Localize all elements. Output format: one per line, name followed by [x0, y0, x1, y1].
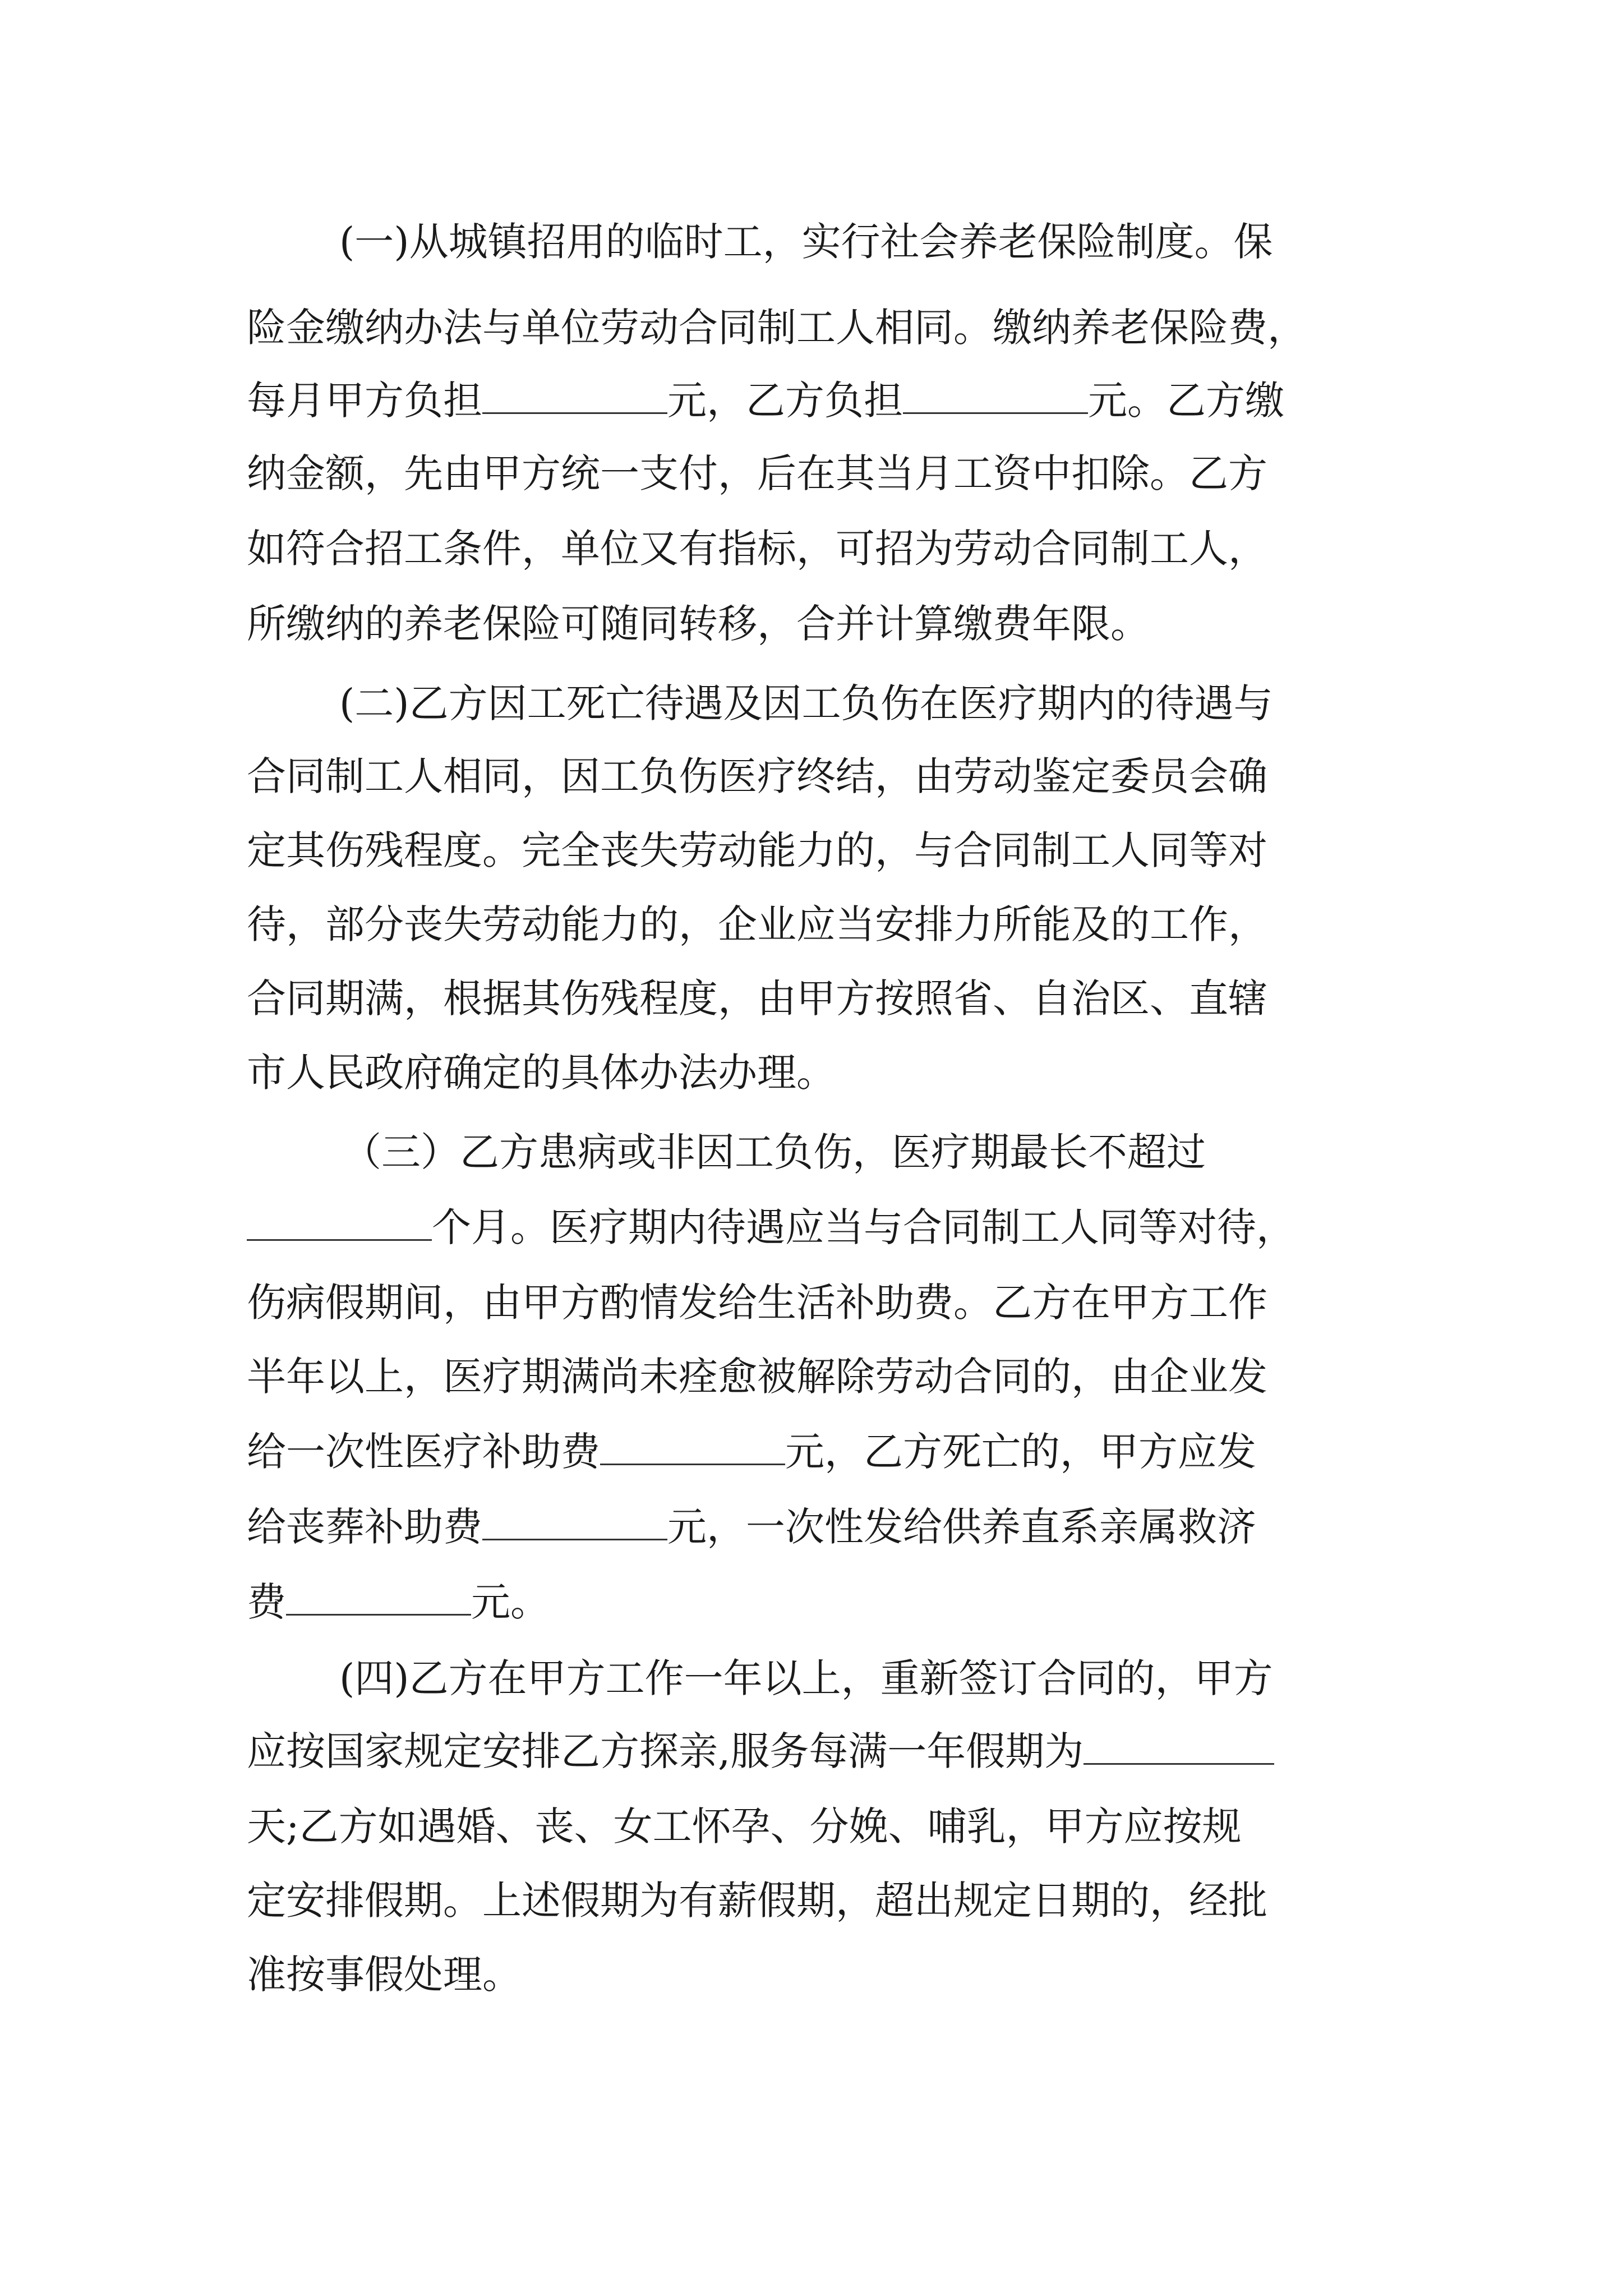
p1-line-3	[247, 375, 1391, 426]
p1-line-2	[247, 302, 1391, 353]
text: (二)乙方因工死亡待遇及因工负伤在医疗期内的待遇与	[339, 680, 1273, 726]
text: 给一次性医疗补助费	[247, 1429, 600, 1475]
text: 险金缴纳办法与单位劳动合同制工人相同。缴纳养老保险费，	[247, 305, 1307, 351]
text: (四)乙方在甲方工作一年以上，重新签订合同的，甲方	[339, 1655, 1273, 1701]
p4-line-5	[247, 1949, 1391, 2000]
p3-line-2	[247, 1202, 1391, 1253]
p2-line-1	[339, 678, 1483, 729]
blank-field[interactable]	[1083, 1728, 1274, 1765]
blank-field[interactable]	[247, 1204, 432, 1241]
blank-field[interactable]	[482, 378, 667, 414]
text: 定安排假期。上述假期为有薪假期，超出规定日期的，经批	[247, 1878, 1267, 1924]
text: 应按国家规定安排乙方探亲,服务每满一年假期为	[247, 1728, 1084, 1774]
p2-line-3	[247, 825, 1391, 876]
text: 元，乙方死亡的，甲方应发	[785, 1429, 1256, 1475]
p3-line-1	[342, 1126, 1486, 1178]
text: 元。	[471, 1579, 550, 1625]
text: 合同制工人相同，因工负伤医疗终结，由劳动鉴定委员会确	[247, 753, 1267, 799]
text: 如符合招工条件，单位又有指标，可招为劳动合同制工人，	[247, 526, 1267, 572]
text: 元，一次性发给供养直系亲属救济	[667, 1504, 1256, 1550]
blank-field[interactable]	[286, 1579, 471, 1616]
p4-line-3	[247, 1801, 1391, 1852]
p1-line-1	[339, 216, 1483, 268]
text: （三）乙方患病或非因工负伤，医疗期最长不超过	[342, 1129, 1206, 1175]
text: 合同期满，根据其伤残程度，由甲方按照省、自治区、直辖	[247, 976, 1267, 1022]
p3-line-6	[247, 1501, 1391, 1553]
text: 准按事假处理。	[247, 1952, 522, 1998]
p4-line-1	[339, 1653, 1483, 1704]
blank-field[interactable]	[903, 378, 1088, 414]
p2-line-2	[247, 751, 1391, 802]
text: (一)从城镇招用的临时工，实行社会养老保险制度。保	[339, 219, 1273, 265]
text: 费	[247, 1579, 286, 1625]
p3-line-4	[247, 1351, 1391, 1402]
p4-line-2	[247, 1726, 1391, 1777]
p1-line-5	[247, 523, 1391, 574]
text: 待，部分丧失劳动能力的，企业应当安排力所能及的工作，	[247, 901, 1267, 947]
p3-line-7	[247, 1576, 1391, 1628]
text: 天;乙方如遇婚、丧、女工怀孕、分娩、哺乳，甲方应按规	[247, 1803, 1242, 1849]
text: 市人民政府确定的具体办法办理。	[247, 1050, 836, 1096]
p4-line-4	[247, 1875, 1391, 1926]
text: 伤病假期间，由甲方酌情发给生活补助费。乙方在甲方工作	[247, 1280, 1267, 1326]
p2-line-4	[247, 899, 1391, 950]
text: 定其伤残程度。完全丧失劳动能力的，与合同制工人同等对	[247, 827, 1267, 873]
text: 个月。医疗期内待遇应当与合同制工人同等对待，	[432, 1204, 1295, 1250]
text: 半年以上，医疗期满尚未痊愈被解除劳动合同的，由企业发	[247, 1354, 1267, 1400]
text: 元，乙方负担	[667, 378, 903, 424]
p2-line-6	[247, 1047, 1391, 1098]
p2-line-5	[247, 973, 1391, 1024]
blank-field[interactable]	[600, 1429, 785, 1465]
text: 纳金额，先由甲方统一支付，后在其当月工资中扣除。乙方	[247, 450, 1267, 496]
p1-line-4	[247, 448, 1391, 499]
p1-line-6	[247, 598, 1391, 650]
p3-line-3	[247, 1277, 1391, 1328]
text: 元。乙方缴	[1088, 378, 1284, 424]
blank-field[interactable]	[482, 1504, 667, 1540]
p3-line-5	[247, 1426, 1391, 1478]
text: 每月甲方负担	[247, 378, 482, 424]
text: 所缴纳的养老保险可随同转移，合并计算缴费年限。	[247, 601, 1150, 647]
text: 给丧葬补助费	[247, 1504, 482, 1550]
